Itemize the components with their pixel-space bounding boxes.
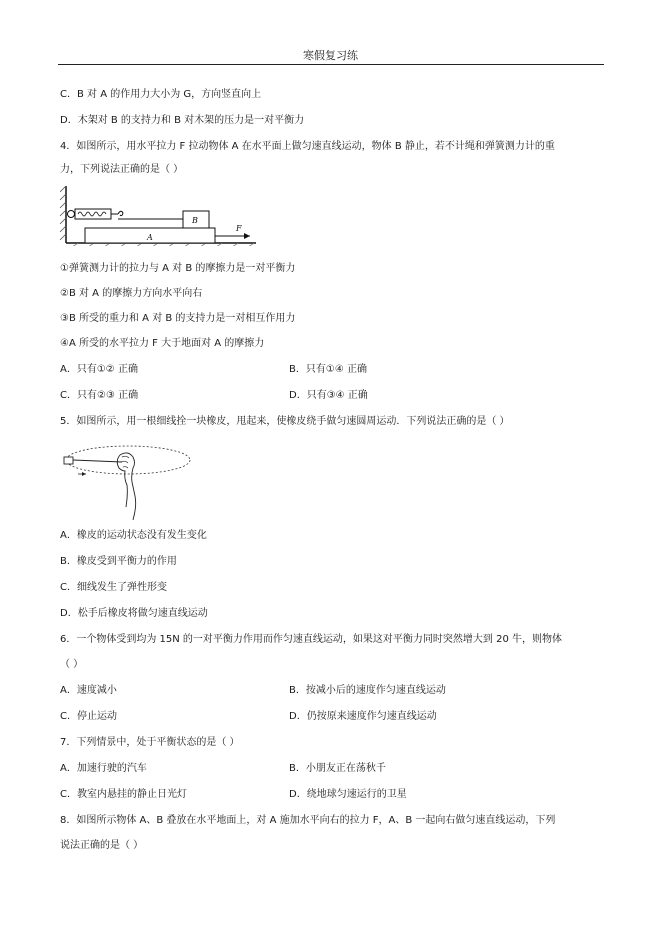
q4-option-c: C．只有②③ 正确 [60, 390, 139, 401]
q5-option-c: C．细线发生了弹性形变 [60, 582, 167, 593]
header-divider [58, 64, 604, 65]
q4-statement-1: ①弹簧测力计的拉力与 A 对 B 的摩擦力是一对平衡力 [60, 263, 296, 274]
q5-stem: 5．如图所示，用一根细线拴一块橡皮，甩起来，使橡皮绕手做匀速圆周运动．下列说法正确的是（ ） [60, 416, 510, 427]
q5-option-d: D．松手后橡皮将做匀速直线运动 [60, 608, 208, 619]
q6-option-c: C．停止运动 [60, 711, 117, 722]
q8-stem-line-2: 说法正确的是（ ） [60, 840, 144, 851]
q4-stem-line-1: 4．如图所示，用水平拉力 F 拉动物体 A 在水平面上做匀速直线运动，物体 B 静止，若不计绳和弹簧测力计的重 [60, 141, 555, 152]
page-header-title: 寒假复习练 [303, 49, 358, 62]
q4-statement-4: ④A 所受的水平拉力 F 大于地面对 A 的摩擦力 [60, 338, 265, 349]
q8-stem-line-1: 8．如图所示物体 A、B 叠放在水平地面上，对 A 施加水平向右的拉力 F，A、B 一起向右做匀速直线运动，下列 [60, 815, 556, 826]
q7-option-b: B．小朋友正在荡秋千 [289, 763, 386, 774]
q4-figure-spring-scale [60, 186, 260, 246]
q7-option-d: D．绕地球匀速运行的卫星 [289, 789, 407, 800]
force-f-label: F [236, 224, 242, 233]
q6-stem-line-2: （ ） [60, 659, 84, 670]
q5-figure-circular-motion [60, 445, 195, 523]
q4-option-b: B．只有①④ 正确 [289, 364, 367, 375]
q3-option-c: C．B 对 A 的作用力大小为 G，方向竖直向上 [60, 89, 262, 100]
block-b-label: B [192, 216, 198, 225]
q6-option-d: D．仍按原来速度作匀速直线运动 [289, 711, 437, 722]
q4-statement-2: ②B 对 A 的摩擦力方向水平向右 [60, 288, 203, 299]
q5-option-a: A．橡皮的运动状态没有发生变化 [60, 530, 207, 541]
q6-option-a: A．速度减小 [60, 685, 117, 696]
q4-option-a: A．只有①② 正确 [60, 364, 138, 375]
q6-option-b: B．按减小后的速度作匀速直线运动 [289, 685, 446, 696]
q5-option-b: B．橡皮受到平衡力的作用 [60, 556, 177, 567]
q4-option-d: D．只有③④ 正确 [289, 390, 368, 401]
q7-option-a: A．加速行驶的汽车 [60, 763, 147, 774]
q3-option-d: D．木架对 B 的支持力和 B 对木架的压力是一对平衡力 [60, 115, 305, 126]
block-a-label: A [147, 233, 153, 242]
q7-option-c: C．教室内悬挂的静止日光灯 [60, 789, 187, 800]
q4-stem-line-2: 力，下列说法正确的是（ ） [60, 164, 184, 175]
q4-statement-3: ③B 所受的重力和 A 对 B 的支持力是一对相互作用力 [60, 313, 296, 324]
q7-stem: 7．下列情景中，处于平衡状态的是（ ） [60, 737, 240, 748]
q6-stem-line-1: 6．一个物体受到均为 15N 的一对平衡力作用而作匀速直线运动，如果这对平衡力同时突然增大到 20 牛，则物体 [60, 634, 563, 645]
